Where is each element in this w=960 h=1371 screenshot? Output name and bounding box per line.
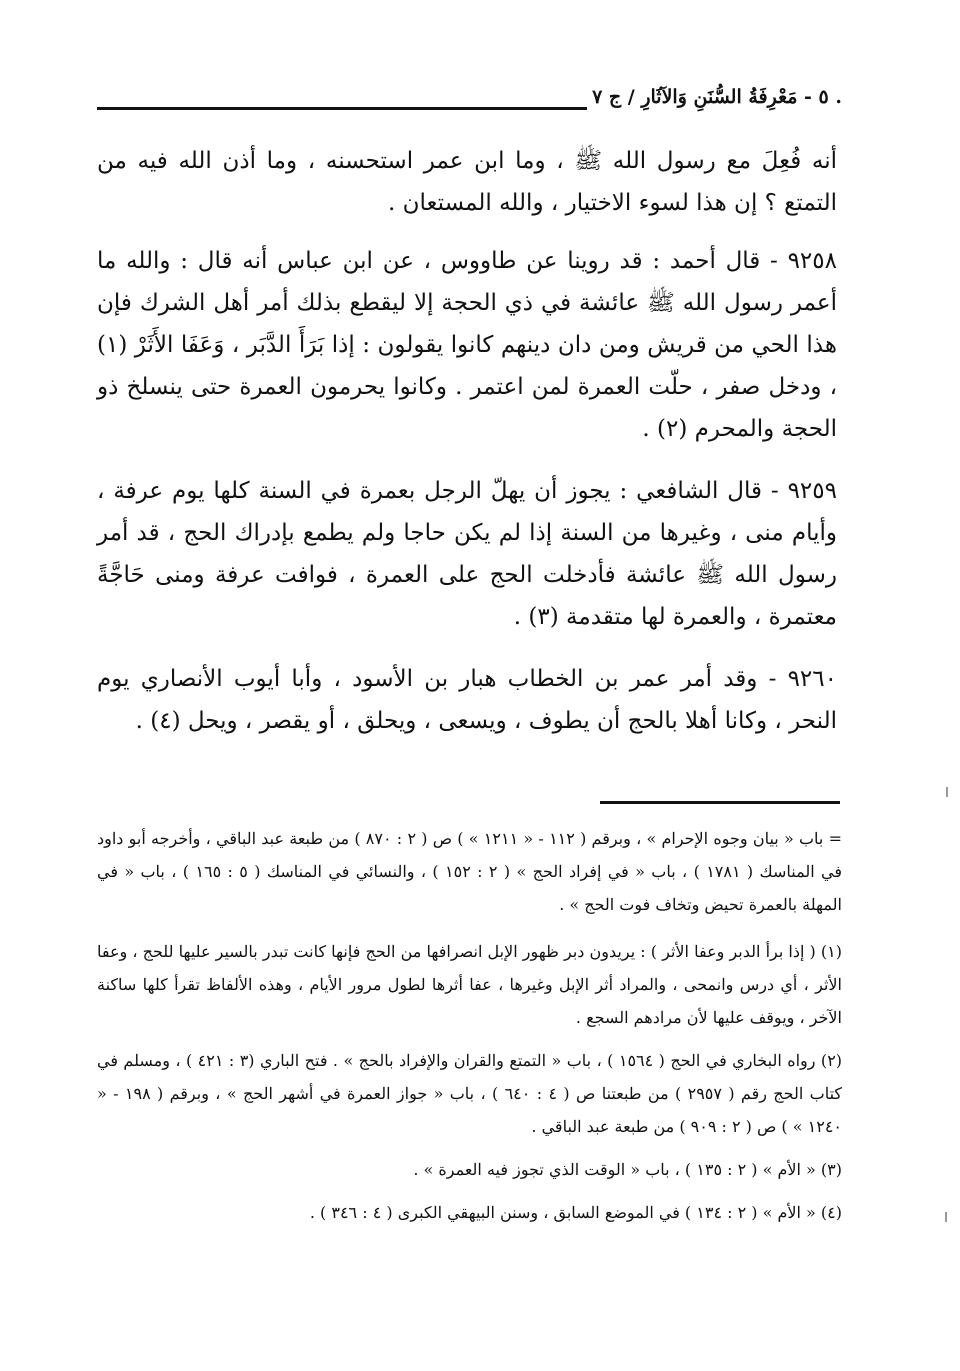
footnote-1: (١) ( إذا برأ الدبر وعفا الأثر ) : يريدون دبر ظهور الإبل انصرافها من الحج فإنها كانت تبدر بالسير عليها للحج ، وعفا الأثر ، أي درس وانمحى ، والمراد أثر الإبل وغيرها ، عفا أثرها لطول مرور الأيام ، وهذه الألفاظ تقرأ كلها ساكنة الآخر ، ويوقف عليها لأن مرادهم السجع . — [97, 942, 842, 1027]
paragraph-9259: ٩٢٥٩ - قال الشافعي : يجوز أن يهلّ الرجل بعمرة في السنة كلها يوم عرفة ، وأيام منى ، وغيرها من السنة إذا لم يكن حاجا ولم يطمع بإدراك الحج ، قد أمر رسول الله ﷺ عائشة فأدخلت الحج على العمرة ، فوافت عرفة ومنى حَاجَّةً معتمرة ، والعمرة لها متقدمة (٣) . — [97, 478, 837, 630]
paragraph-9258: ٩٢٥٨ - قال أحمد : قد روينا عن طاووس ، عن ابن عباس أنه قال : والله ما أعمر رسول الله ﷺ عائشة في ذي الحجة إلا ليقطع بذلك أمر أهل الشرك فإن هذا الحي من قريش ومن دان دينهم كانوا يقولون : إذا بَرَأَ الدَّبَر ، وَعَفَا الأَثَرْ (١) ، ودخل صفر ، حلّت العمرة لمن اعتمر . وكانوا يحرمون العمرة حتى ينسلخ ذو الحجة والمحرم (٢) . — [97, 248, 837, 442]
footnote-2: (٢) رواه البخاري في الحج ( ١٥٦٤ ) ، باب « التمتع والقران والإفراد بالحج » . فتح الباري (٣ : ٤٢١ ) ، ومسلم في كتاب الحج رقم ( ٢٩٥٧ ) من طبعتنا ص ( ٤ : ٦٤٠ ) ، باب « جواز العمرة في أشهر الحج » ، وبرقم ( ١٩٨ - « ١٢٤٠ » ) ص ( ٢ : ٩٠٩ ) من طبعة عبد الباقي . — [97, 1051, 843, 1136]
paragraph-9260: ٩٢٦٠ - وقد أمر عمر بن الخطاب هبار بن الأسود ، وأبا أيوب الأنصاري يوم النحر ، وكانا أهلا بالحج أن يطوف ، ويسعى ، ويحلق ، أو يقصر ، ويحل (٤) . — [97, 666, 837, 734]
footnote-3: (٣) « الأم » ( ٢ : ١٣٥ ) ، باب « الوقت الذي تجوز فيه العمرة » . — [413, 1160, 842, 1179]
footnote-4: (٤) « الأم » ( ٢ : ١٣٤ ) في الموضع السابق ، وسنن البيهقي الكبرى ( ٤ : ٣٤٦ ) . — [309, 1203, 842, 1222]
footnotes — [97, 822, 842, 1239]
scan-mark — [945, 1212, 947, 1222]
header-rule — [97, 107, 587, 110]
paragraph-continuation: أنه فُعِلَ مع رسول الله ﷺ ، وما ابن عمر استحسنه ، وما أذن الله فيه من التمتع ؟ إن هذا لسوء الاختيار ، والله المستعان . — [97, 148, 837, 216]
scan-mark — [946, 787, 948, 797]
main-text — [97, 140, 837, 762]
footnote-separator — [600, 801, 840, 804]
running-header: . ٥ - مَعْرِفَةُ السُّنَنِ وَالآثَارِ / ج ٧ — [592, 86, 842, 108]
footnote-continuation: = باب « بيان وجوه الإحرام » ، وبرقم ( ١١٢ - « ١٢١١ » ) ص ( ٢ : ٨٧٠ ) من طبعة عبد الباقي ، وأخرجه أبو داود في المناسك ( ١٧٨١ ) ، باب « في إفراد الحج » ( ٢ : ١٥٢ ) ، والنسائي في المناسك ( ٥ : ١٦٥ ) ، باب « في المهلة بالعمرة تحيض وتخاف فوت الحج » . — [97, 829, 843, 914]
